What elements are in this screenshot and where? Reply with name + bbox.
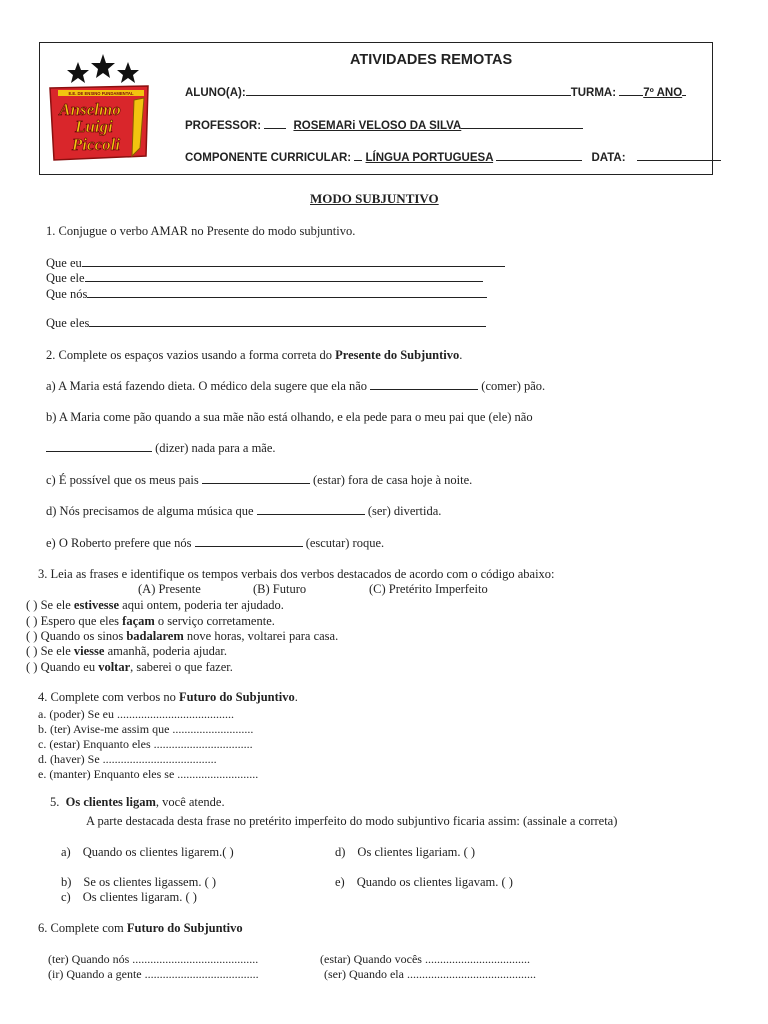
q3-item[interactable]: ( ) Quando eu voltar, saberei o que fazer. — [26, 660, 233, 674]
q4-item[interactable]: c. (estar) Enquanto eles ................................. — [38, 737, 253, 751]
professor-label: PROFESSOR: — [185, 120, 262, 132]
q3-code-b: (B) Futuro — [253, 582, 307, 596]
turma-value: 7º ANO — [643, 87, 683, 99]
q3-item[interactable]: ( ) Quando os sinos badalarem nove horas, voltarei para casa. — [26, 629, 339, 643]
componente-label: COMPONENTE CURRICULAR: — [185, 152, 352, 164]
star-icon — [91, 54, 115, 78]
logo-name-line2: Luigi — [75, 117, 113, 136]
q3-code-a: (A) Presente — [138, 582, 201, 596]
logo-name-line1: Anselmo — [59, 100, 121, 119]
q4-item[interactable]: e. (manter) Enquanto eles se ........................... — [38, 767, 259, 781]
q2-item-b: b) A Maria come pão quando a sua mãe não está olhando, e ela pede para o meu pai que (ele) não — [46, 410, 533, 424]
star-icon — [117, 62, 139, 83]
answer-line[interactable] — [89, 326, 486, 327]
q1-item: Que eles — [46, 316, 486, 331]
q2-item-e: e) O Roberto prefere que nós (escutar) roque. — [46, 536, 385, 550]
answer-line[interactable] — [370, 389, 478, 390]
q3-item[interactable]: ( ) Se ele estivesse aqui ontem, poderia ter ajudado. — [26, 598, 284, 612]
q2-item-c: c) É possível que os meus pais (estar) fora de casa hoje à noite. — [46, 473, 473, 487]
aluno-row — [185, 87, 686, 99]
q6-item[interactable]: (ter) Quando nós .......................................... — [48, 952, 259, 966]
q1-item: Que nós — [46, 287, 487, 302]
q5-option-e[interactable]: e) Quando os clientes ligavam. ( ) — [335, 875, 513, 889]
professor-value: ROSEMARi VELOSO DA SILVA — [293, 120, 462, 132]
answer-line[interactable] — [82, 266, 505, 267]
answer-line[interactable] — [85, 281, 483, 282]
professor-row — [185, 120, 583, 132]
q5-option-a[interactable]: a) Quando os clientes ligarem.( ) — [61, 845, 234, 859]
q5-prompt: 5. Os clientes ligam, você atende. — [50, 795, 225, 809]
q1-prompt: 1. Conjugue o verbo AMAR no Presente do modo subjuntivo. — [46, 224, 356, 238]
star-icon — [67, 62, 89, 83]
componente-value: LÍNGUA PORTUGUESA — [365, 152, 494, 164]
q5-option-d[interactable]: d) Os clientes ligariam. ( ) — [335, 845, 476, 859]
q2-prompt: 2. Complete os espaços vazios usando a forma correta do Presente do Subjuntivo. — [46, 348, 463, 362]
q6-prompt: 6. Complete com Futuro do Subjuntivo — [38, 921, 243, 935]
q1-item: Que eu — [46, 256, 505, 271]
q2-item-a: a) A Maria está fazendo dieta. O médico dela sugere que ela não (comer) pão. — [46, 379, 546, 393]
q3-prompt: 3. Leia as frases e identifique os tempos verbais dos verbos destacados de acordo com o código abaixo: — [38, 567, 555, 581]
answer-line[interactable] — [46, 451, 152, 452]
aluno-label: ALUNO(A): — [185, 87, 246, 99]
q2-item-d: d) Nós precisamos de alguma música que (ser) divertida. — [46, 504, 442, 518]
page-title: ATIVIDADES REMOTAS — [350, 52, 513, 68]
componente-row — [185, 152, 721, 164]
q4-item[interactable]: d. (haver) Se ...................................... — [38, 752, 217, 766]
q4-prompt: 4. Complete com verbos no Futuro do Subjuntivo. — [38, 690, 298, 704]
q4-item[interactable]: a. (poder) Se eu ....................................... — [38, 707, 234, 721]
q3-code-c: (C) Pretérito Imperfeito — [369, 582, 488, 596]
aluno-field[interactable] — [246, 95, 571, 96]
q6-item[interactable]: (ir) Quando a gente ...................................... — [48, 967, 259, 981]
q5-option-c[interactable]: c) Os clientes ligaram. ( ) — [61, 890, 197, 904]
q4-item[interactable]: b. (ter) Avise-me assim que ........................... — [38, 722, 254, 736]
data-label: DATA: — [591, 152, 626, 164]
q6-item[interactable]: (estar) Quando vocês ................................... — [320, 952, 530, 966]
q3-item[interactable]: ( ) Se ele viesse amanhã, poderia ajudar. — [26, 644, 227, 658]
q5-option-b[interactable]: b) Se os clientes ligassem. ( ) — [61, 875, 217, 889]
turma-label: TURMA: — [570, 87, 617, 99]
answer-line[interactable] — [202, 483, 310, 484]
logo-school-type: E.E. DE ENSINO FUNDAMENTAL — [68, 91, 134, 96]
answer-line[interactable] — [87, 297, 487, 298]
logo-name-line3: Piccoli — [71, 135, 121, 154]
q1-item: Que ele — [46, 271, 483, 286]
q2-item-b-cont: (dizer) nada para a mãe. — [46, 441, 276, 456]
q5-instruction: A parte destacada desta frase no pretérito imperfeito do modo subjuntivo ficaria assim: (assinale a correta) — [86, 814, 618, 828]
section-title: MODO SUBJUNTIVO — [310, 191, 439, 206]
answer-line[interactable] — [257, 514, 365, 515]
answer-line[interactable] — [195, 546, 303, 547]
school-logo — [46, 52, 152, 164]
q3-item[interactable]: ( ) Espero que eles façam o serviço corretamente. — [26, 614, 275, 628]
q6-item[interactable]: (ser) Quando ela ........................................... — [324, 967, 536, 981]
data-field[interactable] — [637, 160, 721, 161]
